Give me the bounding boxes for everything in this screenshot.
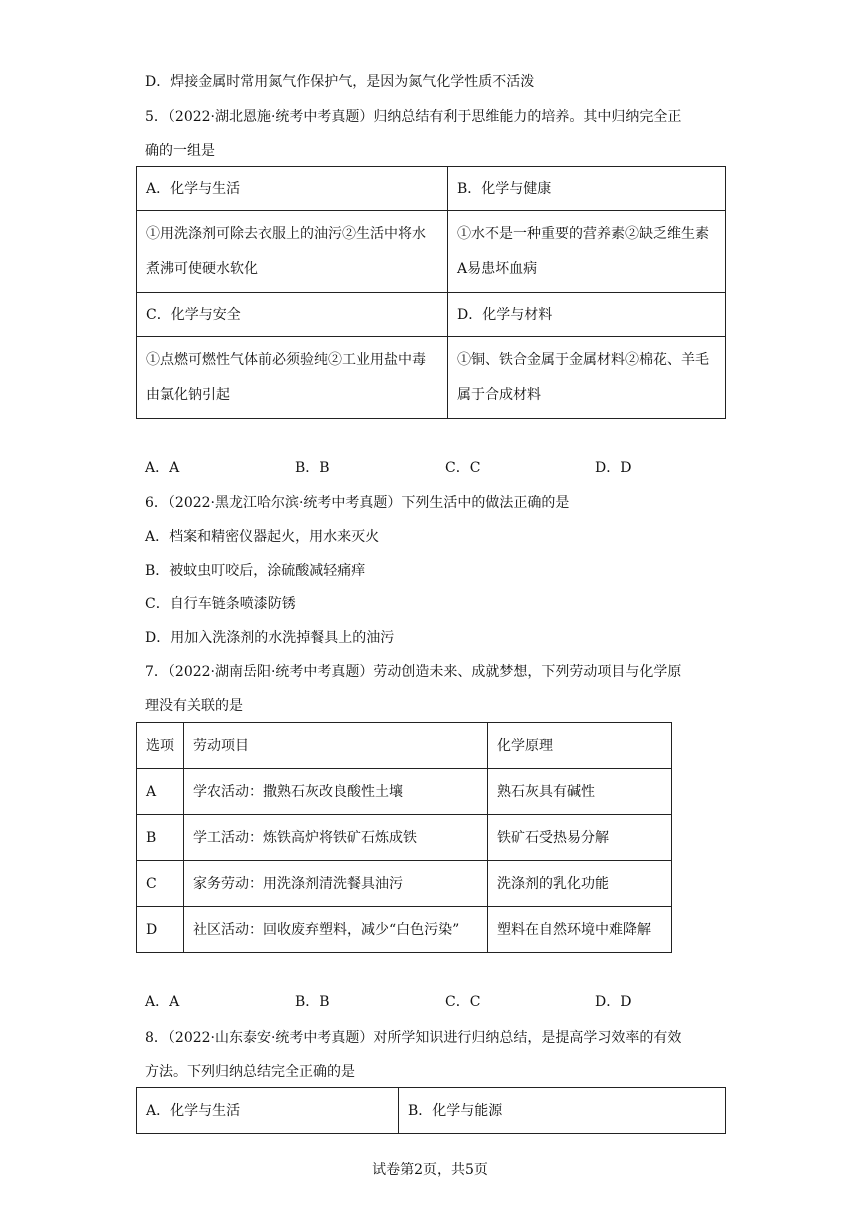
q5-option-b: B．B <box>295 460 330 476</box>
table-row <box>137 907 672 953</box>
q5-cell-d-body: ①铜、铁合金属于金属材料②棉花、羊毛属于合成材料 <box>448 337 726 419</box>
q6-option-c: C．自行车链条喷漆防锈 <box>145 596 296 612</box>
page-footer: 试卷第2页，共5页 <box>372 1162 488 1178</box>
table-row <box>137 815 672 861</box>
q7-row-a-option: A <box>137 769 184 815</box>
q5-cell-b-head: B．化学与健康 <box>448 167 726 211</box>
q6-stem: 6．（2022·黑龙江哈尔滨·统考中考真题）下列生活中的做法正确的是 <box>145 495 570 511</box>
q5-stem-line1: 5．（2022·湖北恩施·统考中考真题）归纳总结有利于思维能力的培养。其中归纳完全正 <box>145 109 682 125</box>
q5-cell-c-body: ①点燃可燃性气体前必须验纯②工业用盐中毒由氯化钠引起 <box>137 337 448 419</box>
q7-header-principle: 化学原理 <box>488 723 672 769</box>
q7-option-c: C．C <box>445 994 481 1010</box>
q7-row-c-principle: 洗涤剂的乳化功能 <box>488 861 672 907</box>
q5-cell-b-body: ①水不是一种重要的营养素②缺乏维生素A易患坏血病 <box>448 211 726 293</box>
q7-row-c-option: C <box>137 861 184 907</box>
q7-option-b: B．B <box>295 994 330 1010</box>
q5-table <box>136 166 726 419</box>
q7-header-task: 劳动项目 <box>184 723 488 769</box>
q7-row-d-principle: 塑料在自然环境中难降解 <box>488 907 672 953</box>
q5-option-d: D．D <box>595 460 632 476</box>
table-row <box>137 861 672 907</box>
q5-option-c: C．C <box>445 460 481 476</box>
q6-option-b: B．被蚊虫叮咬后，涂硫酸减轻痛痒 <box>145 563 366 579</box>
q7-row-b-option: B <box>137 815 184 861</box>
q7-header-option: 选项 <box>137 723 184 769</box>
q8-cell-a-head: A．化学与生活 <box>137 1088 399 1134</box>
q7-row-b-principle: 铁矿石受热易分解 <box>488 815 672 861</box>
q8-cell-b-head: B．化学与能源 <box>399 1088 726 1134</box>
q8-stem-line1: 8．（2022·山东泰安·统考中考真题）对所学知识进行归纳总结，是提高学习效率的有效 <box>145 1030 682 1046</box>
q7-row-b-task: 学工活动：炼铁高炉将铁矿石炼成铁 <box>184 815 488 861</box>
q5-stem-line2: 确的一组是 <box>145 143 215 159</box>
q5-cell-a-head: A．化学与生活 <box>137 167 448 211</box>
q7-option-d: D．D <box>595 994 632 1010</box>
q5-option-a: A．A <box>145 460 180 476</box>
q8-stem-line2: 方法。下列归纳总结完全正确的是 <box>145 1064 355 1080</box>
q6-option-a: A．档案和精密仪器起火，用水来灭火 <box>145 529 380 545</box>
q7-row-d-task: 社区活动：回收废弃塑料，减少“白色污染” <box>184 907 488 953</box>
q5-cell-d-head: D．化学与材料 <box>448 293 726 337</box>
table-row <box>137 769 672 815</box>
q7-table <box>136 722 672 953</box>
q7-option-a: A．A <box>145 994 180 1010</box>
q7-stem-line1: 7．（2022·湖南岳阳·统考中考真题）劳动创造未来、成就梦想，下列劳动项目与化学原 <box>145 664 682 680</box>
q8-table <box>136 1087 726 1134</box>
q7-row-d-option: D <box>137 907 184 953</box>
q5-cell-c-head: C．化学与安全 <box>137 293 448 337</box>
q7-row-a-principle: 熟石灰具有碱性 <box>488 769 672 815</box>
q6-option-d: D．用加入洗涤剂的水洗掉餐具上的油污 <box>145 630 395 646</box>
q7-table-header-row <box>137 723 672 769</box>
q7-row-a-task: 学农活动：撒熟石灰改良酸性土壤 <box>184 769 488 815</box>
q5-cell-a-body: ①用洗涤剂可除去衣服上的油污②生活中将水煮沸可使硬水软化 <box>137 211 448 293</box>
q7-row-c-task: 家务劳动：用洗涤剂清洗餐具油污 <box>184 861 488 907</box>
q4-option-d: D．焊接金属时常用氮气作保护气，是因为氮气化学性质不活泼 <box>145 74 535 90</box>
q7-stem-line2: 理没有关联的是 <box>145 698 243 714</box>
